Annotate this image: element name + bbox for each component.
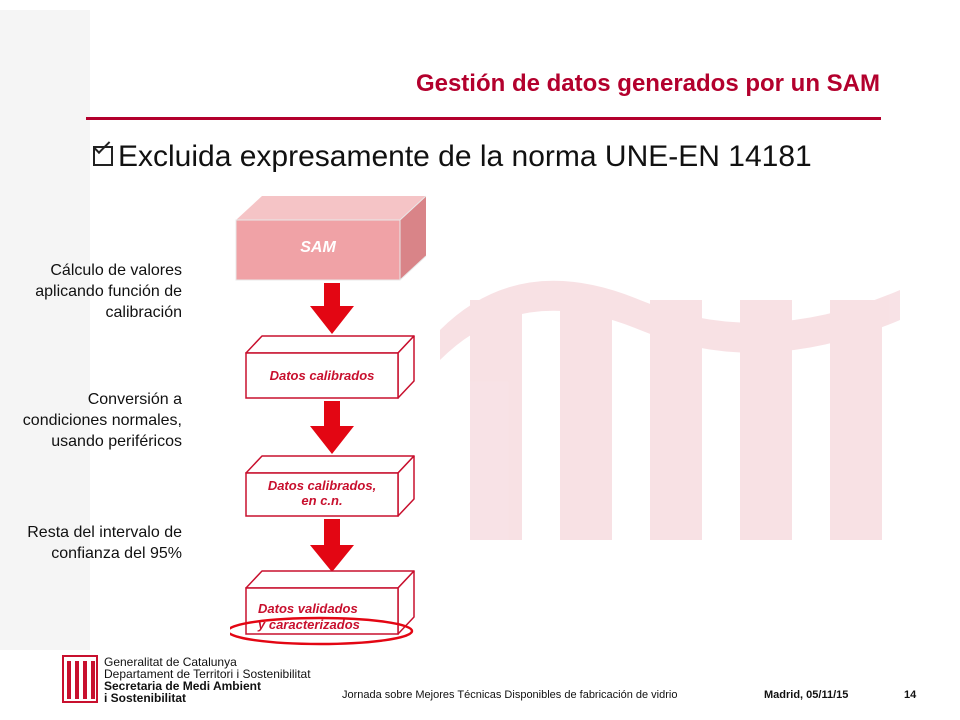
box3-label-line2: y caracterizados (258, 617, 360, 632)
step-conversion: Conversión a condiciones normales, usando periféricos (22, 391, 182, 450)
logo-line-2: Departament de Territori i Sostenibilitat (104, 667, 311, 681)
sam-label: SAM (300, 239, 336, 256)
sam-box (236, 196, 426, 280)
box-datos-calibrados (246, 336, 414, 398)
footer-place-date: Madrid, 05/11/15 (764, 689, 849, 701)
logo-line-1: Generalitat de Catalunya (104, 655, 237, 669)
bullet-text: Excluida expresamente de la norma UNE-EN 14181 (118, 140, 812, 173)
checkbox-bullet-icon (93, 146, 113, 166)
step-calibration: Cálculo de valores aplicando función de calibración (35, 262, 182, 321)
footer-page-number: 14 (904, 689, 917, 701)
logo-line-3: Secretaria de Medi Ambient (104, 679, 261, 693)
box2-label-line2: en c.n. (301, 493, 343, 508)
footer-event: Jornada sobre Mejores Técnicas Disponibles de fabricación de vidrio (342, 689, 678, 701)
box1-label: Datos calibrados (269, 368, 375, 383)
generalitat-logo-icon (62, 655, 98, 705)
data-flow-diagram (230, 190, 430, 650)
page-title: Gestión de datos generados por un SAM (415, 70, 880, 97)
arrow-down-icon (310, 283, 354, 334)
title-divider (86, 117, 881, 120)
arrow-down-icon (310, 401, 354, 454)
box3-label-line1: Datos validados (258, 601, 358, 616)
arrow-down-icon (310, 519, 354, 572)
step-confidence: Resta del intervalo de confianza del 95% (27, 524, 182, 562)
box2-label-line1: Datos calibrados, (267, 478, 377, 493)
logo-line-4: i Sostenibilitat (104, 691, 187, 705)
logo-text (104, 656, 311, 704)
